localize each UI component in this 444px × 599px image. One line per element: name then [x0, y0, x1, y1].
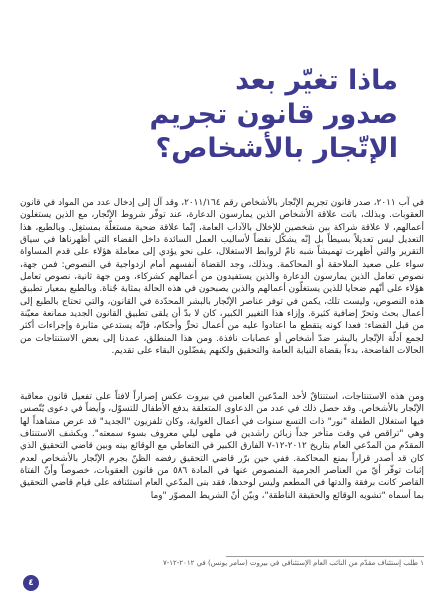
page-number-badge: ٤: [23, 575, 39, 591]
page-title: [78, 64, 398, 166]
title-line-1: ماذا تغيّر بعد: [235, 65, 398, 96]
body-paragraph-2: ومن هذه الاستنتاجات، استنتاقٌ لأحد المدّعين العامين في بيروت عكس إصراراً لافتاً على تفعيل قانون معاقبة الإتّجار بالأشخاص. وقد حصل ذلك في عدد من الدعاوى المتعلقة بدفع الأطفال للتسوّل، وأيضاً في دعوى يُتّصس فيها استغلال الطفلة "نور" ذات التسع سنوات في أعمال الغواية، وكان تلفزيون "الجديد" قد عرض مشاهداً لها وهي "تراقص في وقت متأخر جداً زبائن راشدين في ملهى ليلي معروف بسوء سمعته". ويكشف الاستنتاف المقدّم من المدّعي العام بتاريخ ٢٠١٢-١٢-٧ الفارق الكبير في التعاطي مع الوقائع بينه وبين قاضي التحقيق الذي كان قد أصدر قراراً بمنع المحاكمة. ففي حين برّر قاضي التحقيق رفضه الظنّ بجرم الإتّجار بالأشخاص لعدم إثبات توفّر أيّ من العناصر الجرمية المنصوص عنها في المادة ٥٨٦ من قانون العقوبات، خصوصاً وأنّ الفتاة القاصر كانت برفقة والدتها في المطعم وليس لوحدها، فقد بنى المدّعي العام استئنافه على قيام قاضي التحقيق بما أسماه "تشويه الوقائع والحقيقة الناطقة"، وبيّن أنّ الشريط المصوّر "وما: [20, 391, 424, 501]
footnote-divider: [226, 556, 424, 557]
title-line-3: الإتّجار بالأشخاص؟: [155, 133, 398, 164]
footnote: ١ طلب إستئناف مقدّم من النائب العام الإستئنافي في بيروت (سامر يونس) في ٢٠١٢-١٢-٧: [162, 559, 424, 567]
title-line-2: صدور قانون تجريم: [149, 99, 398, 130]
body-paragraph-1: في آب ٢٠١١، صدر قانون تجريم الإتّجار بالأشخاص رقم ٢٠١١/١٦٤، وقد آل إلى إدخال عدد من المواد في قانون العقوبات. وبذلك، باتت علاقة الأشخاص الذين يمارسون الدعارة، عند توفّر شروط الإتّجار، مع الذين يستغلون أعمالهم، لا علاقة شراكة بين شخصين للإخلال بالآداب العامة، إنّما علاقة ضحية مستغلّة بمستغِل. وبالطبع، هذا التعديل ليس تعديلاً بسيطاً بل إنّه يشكّل نقضاً لأساليب العمل السائدة داخل القضاء التي أظهرناها في سياق التقرير والتي أظهرت تهميشاً شبه تامّ لروابط الاستغلال، على نحو يؤدي إلى معاملة هؤلاء على قدم المساواة سواء على صعيد الملاحقة أو المحاكمة. وبذلك، وجد القضاة أنفسهم أمام ازدواجية في النصوص: فمن جهة، نصوص تعامل الذين يمارسون الدعارة والذين يستفيدون من أعمالهم كشركاء، ومن جهة ثانية، نصوص تعامل هؤلاء على أنّهم ضحايا للذين يستغلّون أعمالهم والذين يصبحون في هذه الحالة بمثابة جُناة. وبالطبع بمعيار تطبيق هذه النصوص، وليست تلك، يكمن في توفر عناصر الإتّجار بالبشر المحدّدة في القانون، والتي تحتاج بالطبع إلى أعمال بحث وتحرّ إضافية كثيرة. وإزاء هذا التغيير الكبير، كان لا بدّ أن يلقى تطبيق القانون الجديد ممانعة معيّنة من قبل القضاء: فعدا كونه يتقطع ما اعتادوا عليه من أعمال تحرٍّ وأحكام، فإنّه يستدعي مثابرة وإجراءات أكثر لجمع أدلّة الإتّجار بالبشر ضدّ أشخاص أو عصابات نافذة. ومن هذا المنطلق، عمدنا إلى بعض الاستنتاجات من الحالات الفاضحة، بدءاً بقضاة النيابة العامة والتحقيق ولكنهم يفضّلون البقاء على تقديم.: [20, 197, 425, 357]
